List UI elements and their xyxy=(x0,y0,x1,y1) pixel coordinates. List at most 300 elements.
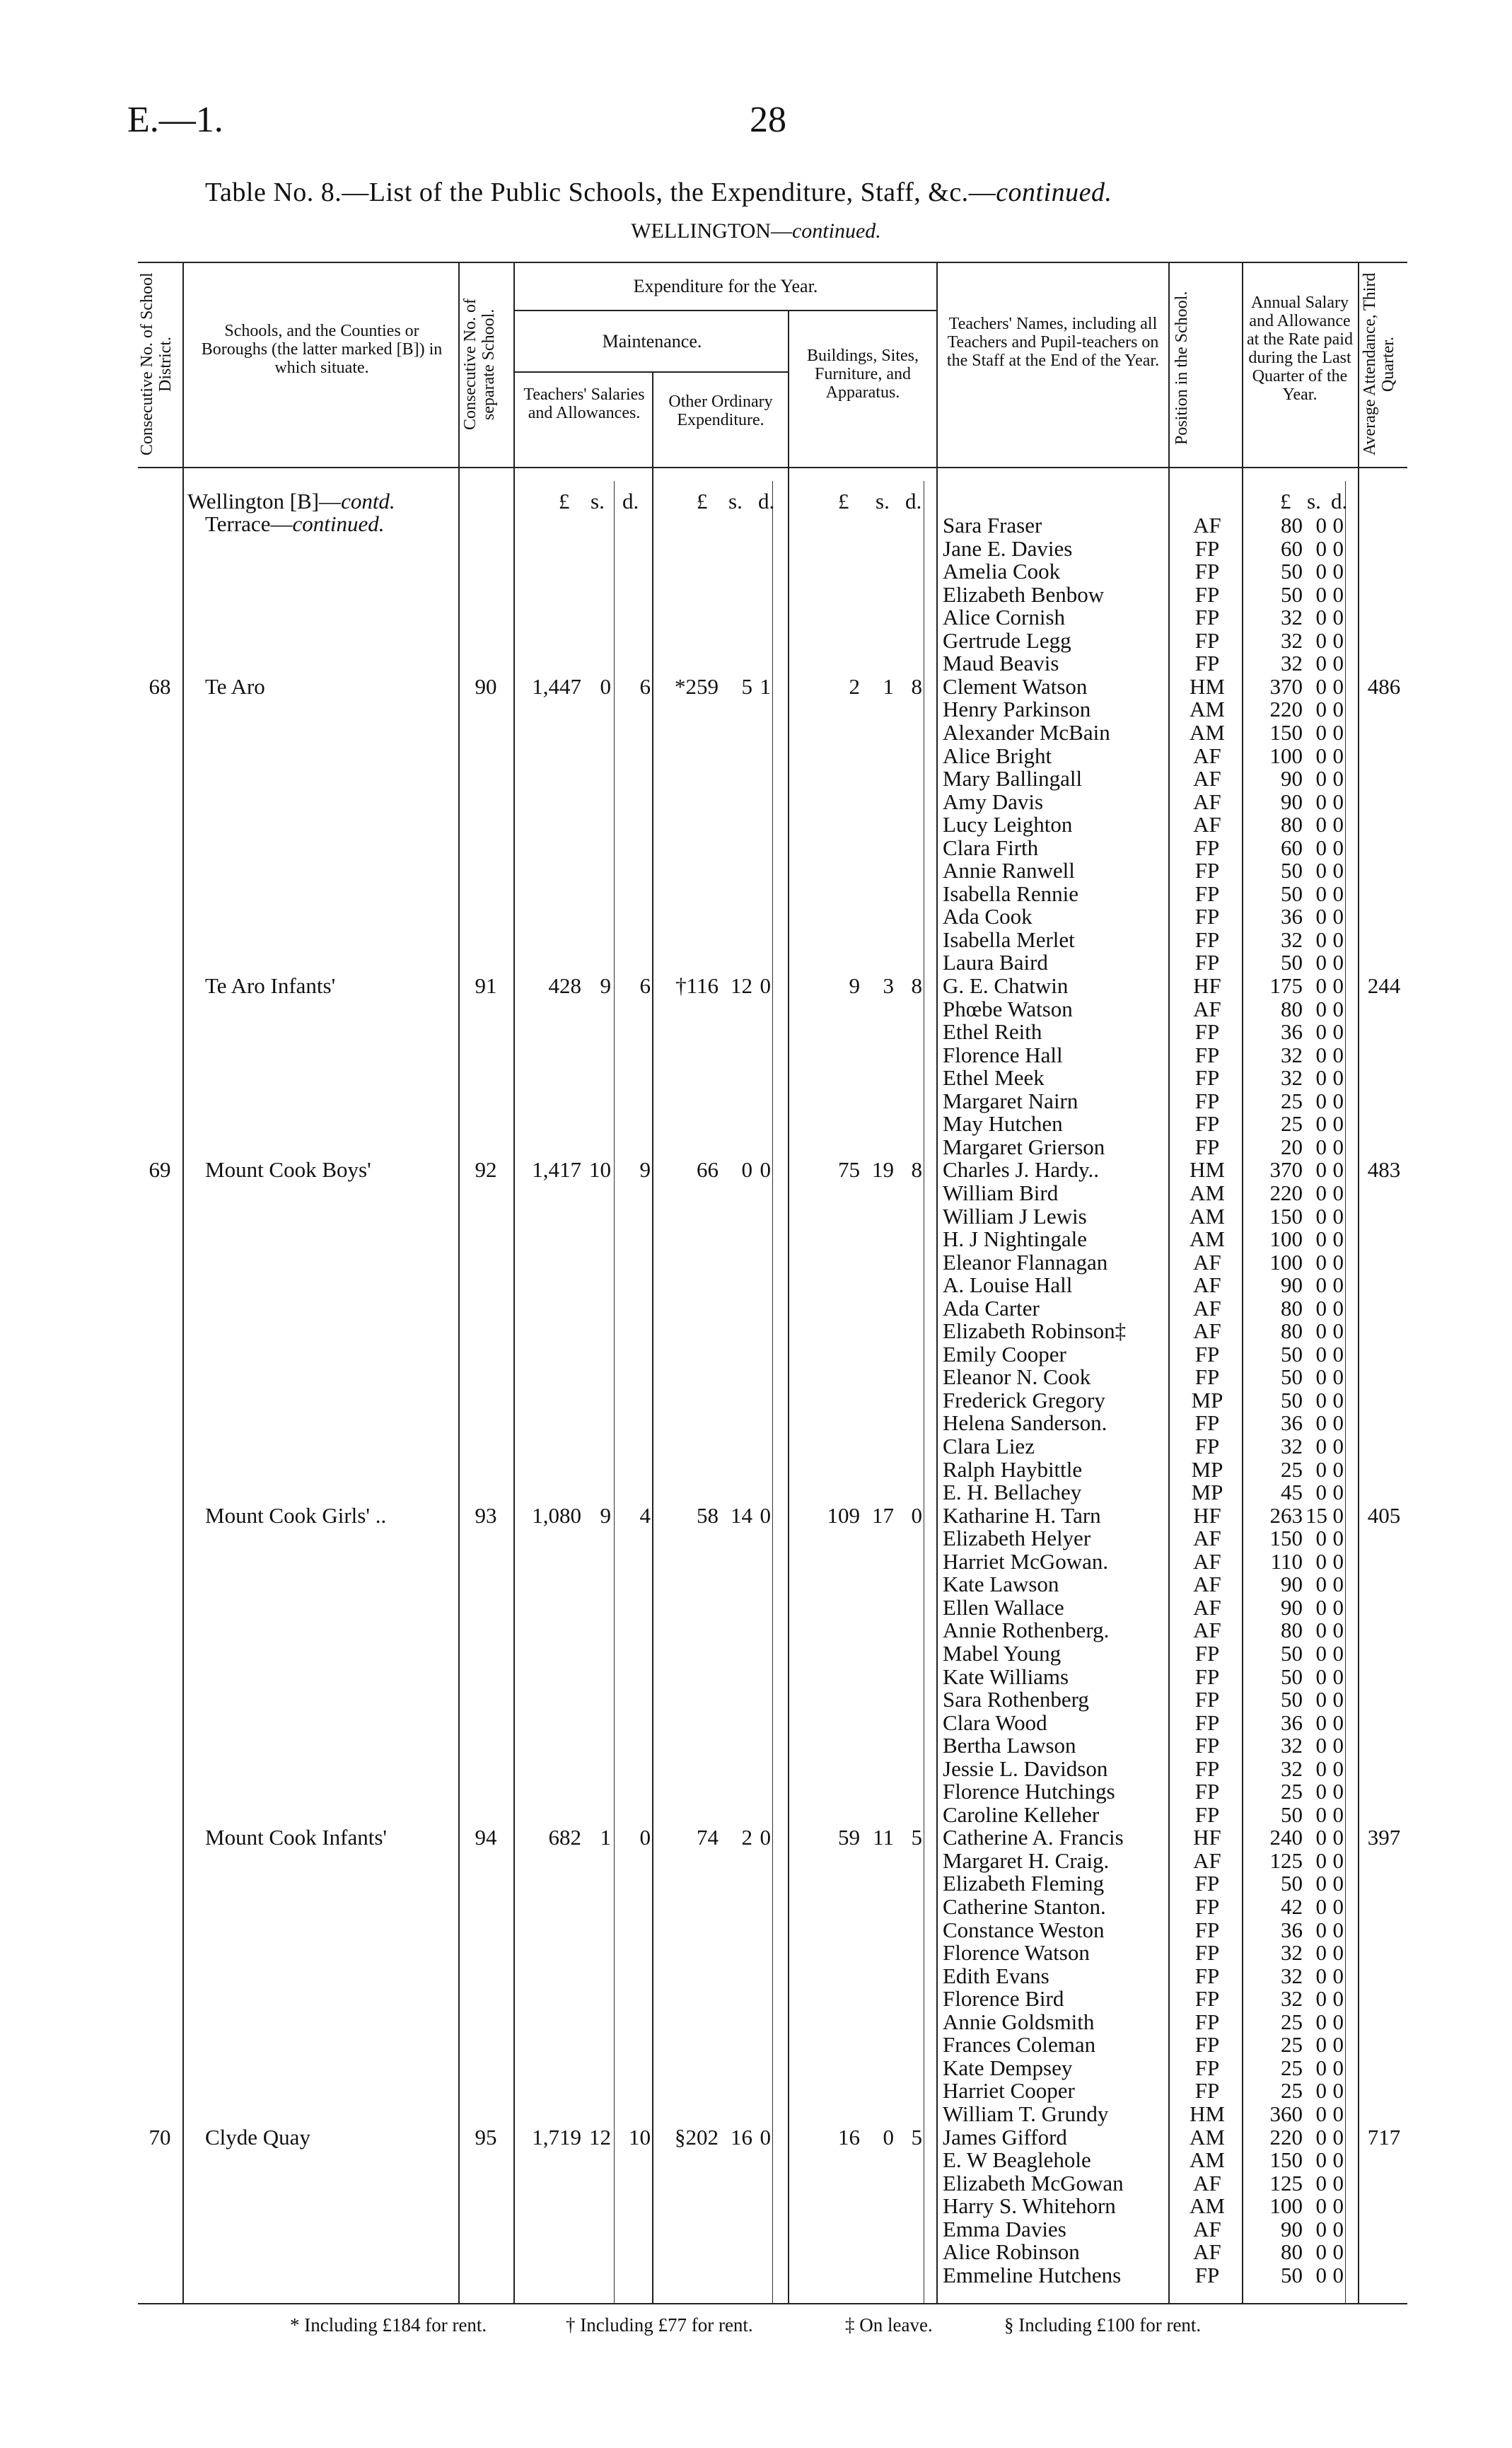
teacher-row xyxy=(0,1849,1512,1872)
other-pence: 0 xyxy=(760,1157,771,1183)
teacher-position: FP xyxy=(1194,1779,1220,1804)
teacher-name: Mabel Young xyxy=(943,1640,1062,1666)
salary-pence: 0 xyxy=(1332,1111,1344,1137)
salaries-shillings: 10 xyxy=(589,1157,611,1183)
salary-pence: 0 xyxy=(1332,1480,1344,1505)
salary-pence: 0 xyxy=(1332,673,1344,699)
salary-pence: 0 xyxy=(1332,697,1344,722)
header-schools: Schools, and the Counties or Boroughs (the latter marked [B]) in which situate. xyxy=(201,322,443,377)
salary-pence: 0 xyxy=(1332,1065,1344,1091)
school-number: 90 xyxy=(475,673,497,699)
salary-shillings: 0 xyxy=(1315,2055,1327,2080)
salary-pence: 0 xyxy=(1332,881,1344,906)
salary-shillings: 0 xyxy=(1315,1410,1327,1436)
teacher-name: Florence Hall xyxy=(943,1042,1063,1067)
teacher-name: Kate Williams xyxy=(943,1664,1069,1689)
salary-pounds: 263 xyxy=(1269,1502,1303,1528)
salary-pounds: 50 xyxy=(1281,881,1303,906)
teacher-name: Harriet McGowan. xyxy=(943,1548,1109,1574)
salary-shillings: 0 xyxy=(1315,1364,1327,1390)
teacher-name: Phœbe Watson xyxy=(943,996,1073,1021)
teacher-row xyxy=(0,1757,1512,1780)
teacher-row xyxy=(0,1089,1512,1113)
teacher-name: Florence Watson xyxy=(943,1940,1090,1966)
teacher-position: HM xyxy=(1190,673,1225,699)
teacher-position: FP xyxy=(1194,835,1220,860)
teacher-position: AF xyxy=(1193,2170,1221,2195)
teacher-name: Mary Ballingall xyxy=(943,766,1083,791)
salary-shillings: 0 xyxy=(1315,559,1327,584)
salary-shillings: 0 xyxy=(1315,1042,1327,1067)
unit-pound-salary: £ xyxy=(1280,489,1291,514)
salary-shillings: 0 xyxy=(1315,1111,1327,1137)
teacher-position: FP xyxy=(1194,1088,1220,1113)
teacher-position: AF xyxy=(1193,1272,1221,1298)
other-shillings: 5 xyxy=(741,673,752,699)
teacher-row xyxy=(0,2263,1512,2287)
school-name: Mount Cook Girls' .. xyxy=(205,1502,387,1528)
salary-pence: 0 xyxy=(1332,2032,1344,2058)
salary-pounds: 80 xyxy=(1281,1318,1303,1344)
salary-pence: 0 xyxy=(1332,1802,1344,1827)
teacher-row xyxy=(0,2194,1512,2217)
teacher-position: AF xyxy=(1193,1318,1221,1344)
salary-pence: 0 xyxy=(1332,1341,1344,1367)
teacher-position: AM xyxy=(1190,1226,1225,1252)
salary-shillings: 0 xyxy=(1315,1779,1327,1804)
salary-pence: 0 xyxy=(1332,927,1344,952)
salary-shillings: 0 xyxy=(1315,2124,1327,2150)
salary-shillings: 0 xyxy=(1315,2032,1327,2058)
teacher-position: HF xyxy=(1193,1825,1221,1850)
salary-shillings: 0 xyxy=(1315,1894,1327,1919)
teacher-name: Maud Beavis xyxy=(943,651,1059,676)
salary-pence: 0 xyxy=(1332,2147,1344,2173)
teacher-row xyxy=(0,859,1512,882)
teacher-row xyxy=(0,2079,1512,2102)
salary-shillings: 0 xyxy=(1315,651,1327,676)
teacher-position: AM xyxy=(1190,719,1225,745)
teacher-row xyxy=(0,1665,1512,1688)
unit-shilling-salaries: s. xyxy=(591,489,605,514)
teacher-name: Ralph Haybittle xyxy=(943,1456,1083,1482)
teacher-position: FP xyxy=(1194,559,1220,584)
salary-pence: 0 xyxy=(1332,513,1344,538)
salary-pence: 0 xyxy=(1332,1664,1344,1689)
teacher-name: Margaret H. Craig. xyxy=(943,1847,1110,1873)
teacher-name: Clement Watson xyxy=(943,673,1088,699)
salary-pence: 0 xyxy=(1332,1364,1344,1390)
buildings-pounds: 75 xyxy=(838,1157,860,1183)
salary-pounds: 50 xyxy=(1281,1664,1303,1689)
teacher-row xyxy=(0,2217,1512,2241)
header-position: Position in the School. xyxy=(1173,291,1191,445)
salary-pence: 0 xyxy=(1332,1088,1344,1113)
teacher-row xyxy=(0,583,1512,606)
teacher-row xyxy=(0,1780,1512,1803)
salary-shillings: 0 xyxy=(1315,1341,1327,1367)
teacher-name: Katharine H. Tarn xyxy=(943,1502,1101,1528)
school-row xyxy=(0,974,1512,997)
salary-pounds: 25 xyxy=(1281,2078,1303,2104)
salary-pence: 0 xyxy=(1332,2170,1344,2195)
teacher-row xyxy=(0,1066,1512,1089)
salary-pounds: 150 xyxy=(1269,719,1303,745)
teacher-name: James Gifford xyxy=(943,2124,1067,2150)
teacher-row xyxy=(0,1135,1512,1159)
salary-pence: 0 xyxy=(1332,1917,1344,1942)
salary-shillings: 15 xyxy=(1305,1502,1327,1528)
salary-shillings: 0 xyxy=(1315,1295,1327,1321)
salary-pence: 0 xyxy=(1332,1710,1344,1735)
teacher-position: FP xyxy=(1194,651,1220,676)
teacher-position: FP xyxy=(1194,627,1220,653)
salary-pounds: 50 xyxy=(1281,1871,1303,1896)
salary-shillings: 0 xyxy=(1315,627,1327,653)
teacher-row xyxy=(0,997,1512,1021)
salary-pence: 0 xyxy=(1332,719,1344,745)
salary-pence: 0 xyxy=(1332,743,1344,768)
teacher-position: FP xyxy=(1194,950,1220,975)
teacher-row xyxy=(0,1342,1512,1366)
buildings-shillings: 11 xyxy=(873,1825,894,1850)
salary-shillings: 0 xyxy=(1315,1548,1327,1574)
header-district-no: Consecutive No. of School District. xyxy=(138,272,175,456)
teacher-row xyxy=(0,1227,1512,1251)
unit-pound-buildings: £ xyxy=(838,489,849,514)
average-attendance: 244 xyxy=(1367,973,1401,998)
teacher-name: Sara Rothenberg xyxy=(943,1687,1089,1712)
teacher-position: FP xyxy=(1194,1802,1220,1827)
teacher-name: Amy Davis xyxy=(943,789,1044,814)
teacher-name: Florence Hutchings xyxy=(943,1779,1115,1804)
teacher-position: FP xyxy=(1194,605,1220,630)
other-shillings: 14 xyxy=(731,1502,752,1528)
salary-shillings: 0 xyxy=(1315,1733,1327,1758)
school-number: 93 xyxy=(475,1502,497,1528)
salary-pounds: 42 xyxy=(1281,1894,1303,1919)
salary-pounds: 100 xyxy=(1269,1249,1303,1275)
salary-shillings: 0 xyxy=(1315,1272,1327,1298)
teacher-name: Laura Baird xyxy=(943,950,1048,975)
salary-pence: 0 xyxy=(1332,1318,1344,1344)
buildings-shillings: 17 xyxy=(872,1502,894,1528)
teacher-name: Ada Cook xyxy=(943,904,1033,929)
teacher-row xyxy=(0,651,1512,675)
school-contd: continued. xyxy=(292,511,385,536)
salary-shillings: 0 xyxy=(1315,535,1327,561)
salary-pounds: 150 xyxy=(1269,1526,1303,1551)
buildings-pence: 8 xyxy=(911,1157,922,1183)
salary-shillings: 0 xyxy=(1315,1526,1327,1551)
teacher-row xyxy=(0,1458,1512,1481)
salary-shillings: 0 xyxy=(1315,858,1327,883)
teacher-name: Amelia Cook xyxy=(943,559,1061,584)
salary-pence: 0 xyxy=(1332,2239,1344,2265)
unit-pence-other: d. xyxy=(758,489,775,514)
average-attendance: 486 xyxy=(1367,673,1401,699)
salaries-pence: 9 xyxy=(639,1157,651,1183)
salary-pence: 0 xyxy=(1332,2262,1344,2287)
salary-pounds: 32 xyxy=(1281,605,1303,630)
teacher-name: Emily Cooper xyxy=(943,1341,1066,1367)
teacher-name: Annie Goldsmith xyxy=(943,2009,1095,2034)
salary-pence: 0 xyxy=(1332,1249,1344,1275)
teacher-position: AM xyxy=(1190,1203,1225,1229)
teacher-name: Catherine Stanton. xyxy=(943,1894,1106,1919)
salary-pence: 0 xyxy=(1332,1410,1344,1436)
salary-shillings: 0 xyxy=(1315,513,1327,538)
salary-pence: 0 xyxy=(1332,1387,1344,1412)
teacher-name: G. E. Chatwin xyxy=(943,973,1069,998)
salary-shillings: 0 xyxy=(1315,881,1327,906)
teacher-row xyxy=(0,2148,1512,2171)
salaries-pence: 10 xyxy=(629,2124,651,2150)
salary-pounds: 36 xyxy=(1281,1019,1303,1045)
buildings-shillings: 19 xyxy=(872,1157,894,1183)
teacher-name: Kate Dempsey xyxy=(943,2055,1073,2080)
salary-pounds: 25 xyxy=(1281,2009,1303,2034)
teacher-position: FP xyxy=(1194,1756,1220,1781)
teacher-name: Alexander McBain xyxy=(943,719,1110,745)
teacher-position: FP xyxy=(1194,858,1220,883)
buildings-pounds: 9 xyxy=(849,973,860,998)
salary-shillings: 0 xyxy=(1315,1180,1327,1205)
salary-shillings: 0 xyxy=(1315,1019,1327,1045)
teacher-position: AM xyxy=(1190,1180,1225,1205)
salary-shillings: 0 xyxy=(1315,2262,1327,2287)
school-name: Terrace— xyxy=(205,511,293,536)
teacher-name: Jane E. Davies xyxy=(943,535,1073,561)
salary-shillings: 0 xyxy=(1315,1065,1327,1091)
salary-pounds: 50 xyxy=(1281,1341,1303,1367)
unit-shilling-other: s. xyxy=(728,489,743,514)
salary-pence: 0 xyxy=(1332,1226,1344,1252)
teacher-position: AF xyxy=(1193,2239,1221,2265)
salaries-shillings: 1 xyxy=(600,1825,611,1850)
teacher-position: FP xyxy=(1194,1019,1220,1045)
salary-pounds: 45 xyxy=(1281,1480,1303,1505)
salary-pounds: 360 xyxy=(1269,2101,1303,2126)
school-name: Mount Cook Boys' xyxy=(205,1157,371,1183)
salary-pence: 0 xyxy=(1332,858,1344,883)
teacher-row xyxy=(0,767,1512,790)
salaries-shillings: 0 xyxy=(600,673,611,699)
salary-pounds: 240 xyxy=(1269,1825,1303,1850)
teacher-position: AM xyxy=(1190,2147,1225,2173)
teacher-position: AF xyxy=(1193,1295,1221,1321)
teacher-row xyxy=(0,790,1512,813)
teacher-name: Lucy Leighton xyxy=(943,812,1073,837)
school-row xyxy=(0,675,1512,698)
teacher-position: FP xyxy=(1194,1065,1220,1091)
salary-pence: 0 xyxy=(1332,1019,1344,1045)
salary-shillings: 0 xyxy=(1315,743,1327,768)
salary-pounds: 80 xyxy=(1281,812,1303,837)
salary-shillings: 0 xyxy=(1315,581,1327,607)
salary-shillings: 0 xyxy=(1315,2170,1327,2195)
salary-pounds: 90 xyxy=(1281,1572,1303,1597)
other-pounds: 74 xyxy=(697,1825,719,1850)
unit-pound-other: £ xyxy=(697,489,708,514)
teacher-row xyxy=(0,1273,1512,1296)
teacher-position: FP xyxy=(1194,1640,1220,1666)
teacher-name: William J Lewis xyxy=(943,1203,1087,1229)
salary-pence: 0 xyxy=(1332,1825,1344,1850)
teacher-row xyxy=(0,1434,1512,1458)
teacher-name: Bertha Lawson xyxy=(943,1733,1076,1758)
salary-shillings: 0 xyxy=(1315,927,1327,952)
other-pounds: §202 xyxy=(675,2124,719,2150)
teacher-position: FP xyxy=(1194,1341,1220,1367)
salary-shillings: 0 xyxy=(1315,1572,1327,1597)
teacher-name: Eleanor Flannagan xyxy=(943,1249,1108,1275)
salary-pounds: 370 xyxy=(1269,1157,1303,1183)
salary-shillings: 0 xyxy=(1315,1203,1327,1229)
salaries-pounds: 1,417 xyxy=(532,1157,581,1183)
salary-pence: 0 xyxy=(1332,1134,1344,1159)
borough-name: Wellington [B]— xyxy=(187,489,342,514)
teacher-row xyxy=(0,1296,1512,1320)
salaries-pounds: 1,080 xyxy=(532,1502,581,1528)
teacher-row xyxy=(0,1918,1512,1942)
header-maintenance: Maintenance. xyxy=(602,331,702,352)
teacher-row xyxy=(0,1411,1512,1434)
teacher-name: Caroline Kelleher xyxy=(943,1802,1100,1827)
teacher-position: HF xyxy=(1193,1502,1221,1528)
salary-pounds: 370 xyxy=(1269,673,1303,699)
subtitle-main: WELLINGTON— xyxy=(631,219,792,243)
teacher-name: Elizabeth Robinson‡ xyxy=(943,1318,1127,1344)
teacher-position: AF xyxy=(1193,1249,1221,1275)
salary-pounds: 90 xyxy=(1281,1594,1303,1620)
teacher-name: Annie Ranwell xyxy=(943,858,1075,883)
salary-shillings: 0 xyxy=(1315,2078,1327,2104)
salaries-pounds: 428 xyxy=(548,973,581,998)
teacher-position: FP xyxy=(1194,2078,1220,2104)
salary-pence: 0 xyxy=(1332,1526,1344,1551)
salary-shillings: 0 xyxy=(1315,1917,1327,1942)
salary-shillings: 0 xyxy=(1315,1640,1327,1666)
salary-pounds: 90 xyxy=(1281,766,1303,791)
buildings-pounds: 2 xyxy=(849,673,860,699)
buildings-pounds: 109 xyxy=(827,1502,860,1528)
salary-pence: 0 xyxy=(1332,1894,1344,1919)
other-shillings: 0 xyxy=(741,1157,752,1183)
other-pounds: 66 xyxy=(697,1157,719,1183)
teacher-row xyxy=(0,605,1512,629)
teacher-row xyxy=(0,836,1512,859)
salary-shillings: 0 xyxy=(1315,2009,1327,2034)
salary-shillings: 0 xyxy=(1315,996,1327,1021)
teacher-name: Harry S. Whitehorn xyxy=(943,2193,1116,2219)
teacher-row xyxy=(0,1711,1512,1734)
salary-pounds: 220 xyxy=(1269,2124,1303,2150)
teacher-name: Isabella Merlet xyxy=(943,927,1075,952)
salary-pounds: 100 xyxy=(1269,2193,1303,2219)
teacher-position: FP xyxy=(1194,2055,1220,2080)
other-pounds: †116 xyxy=(675,973,719,998)
teacher-name: A. Louise Hall xyxy=(943,1272,1073,1298)
teacher-row xyxy=(0,1388,1512,1412)
header-buildings: Buildings, Sites, Furniture, and Apparatus. xyxy=(806,347,919,402)
salary-pounds: 150 xyxy=(1269,2147,1303,2173)
salary-pounds: 90 xyxy=(1281,2216,1303,2241)
teacher-row xyxy=(0,1020,1512,1043)
salary-pounds: 60 xyxy=(1281,535,1303,561)
teacher-row xyxy=(0,1251,1512,1274)
salary-pence: 0 xyxy=(1332,2101,1344,2126)
salary-pounds: 175 xyxy=(1269,973,1303,998)
teacher-position: FP xyxy=(1194,1410,1220,1436)
average-attendance: 405 xyxy=(1367,1502,1401,1528)
salaries-pounds: 1,447 xyxy=(532,673,581,699)
teacher-position: AM xyxy=(1190,2193,1225,2219)
average-attendance: 397 xyxy=(1367,1825,1401,1850)
salary-pence: 0 xyxy=(1332,1779,1344,1804)
teacher-name: Gertrude Legg xyxy=(943,627,1071,653)
teacher-name: Ellen Wallace xyxy=(943,1594,1064,1620)
teacher-name: Clara Liez xyxy=(943,1434,1035,1458)
salary-pounds: 25 xyxy=(1281,2055,1303,2080)
teacher-name: Alice Cornish xyxy=(943,605,1066,630)
buildings-shillings: 0 xyxy=(883,2124,894,2150)
other-shillings: 16 xyxy=(731,2124,752,2150)
buildings-shillings: 3 xyxy=(883,973,894,998)
teacher-name: Jessie L. Davidson xyxy=(943,1756,1108,1781)
teacher-row xyxy=(0,1596,1512,1619)
teacher-row xyxy=(0,1526,1512,1550)
teacher-name: Catherine A. Francis xyxy=(943,1825,1124,1850)
teacher-position: FP xyxy=(1194,1871,1220,1896)
teacher-position: FP xyxy=(1194,1917,1220,1942)
teacher-position: FP xyxy=(1194,1364,1220,1390)
school-name: Te Aro xyxy=(205,673,265,699)
salary-shillings: 0 xyxy=(1315,697,1327,722)
salary-pence: 0 xyxy=(1332,1963,1344,1988)
salary-shillings: 0 xyxy=(1315,1249,1327,1275)
page-reference: E.—1. xyxy=(127,100,223,140)
salary-shillings: 0 xyxy=(1315,1387,1327,1412)
teacher-row xyxy=(0,514,1512,537)
salary-pounds: 25 xyxy=(1281,1779,1303,1804)
salary-shillings: 0 xyxy=(1315,1963,1327,1988)
salaries-pounds: 1,719 xyxy=(532,2124,581,2150)
header-salaries: Teachers' Salaries and Allowances. xyxy=(523,385,645,422)
header-salary: Annual Salary and Allowance at the Rate paid during the Last Quarter of the Year. xyxy=(1247,294,1353,404)
unit-pence-buildings: d. xyxy=(905,489,922,514)
salary-pounds: 50 xyxy=(1281,1802,1303,1827)
salary-pence: 0 xyxy=(1332,1456,1344,1482)
salary-pence: 0 xyxy=(1332,581,1344,607)
footnote-rent-184: * Including £184 for rent. xyxy=(290,2314,487,2336)
teacher-position: FP xyxy=(1194,2009,1220,2034)
teacher-position: FP xyxy=(1194,1042,1220,1067)
teacher-row xyxy=(0,905,1512,928)
salary-shillings: 0 xyxy=(1315,789,1327,814)
salary-shillings: 0 xyxy=(1315,2147,1327,2173)
salary-shillings: 0 xyxy=(1315,1871,1327,1896)
teacher-row xyxy=(0,951,1512,974)
unit-pence-salaries: d. xyxy=(622,489,639,514)
salaries-shillings: 12 xyxy=(589,2124,611,2150)
salary-pounds: 50 xyxy=(1281,1387,1303,1412)
teacher-position: MP xyxy=(1191,1387,1223,1412)
school-name: Mount Cook Infants' xyxy=(205,1825,388,1850)
teacher-row xyxy=(0,1043,1512,1067)
teacher-position: FP xyxy=(1194,1733,1220,1758)
unit-shilling-salary: s. xyxy=(1307,489,1321,514)
